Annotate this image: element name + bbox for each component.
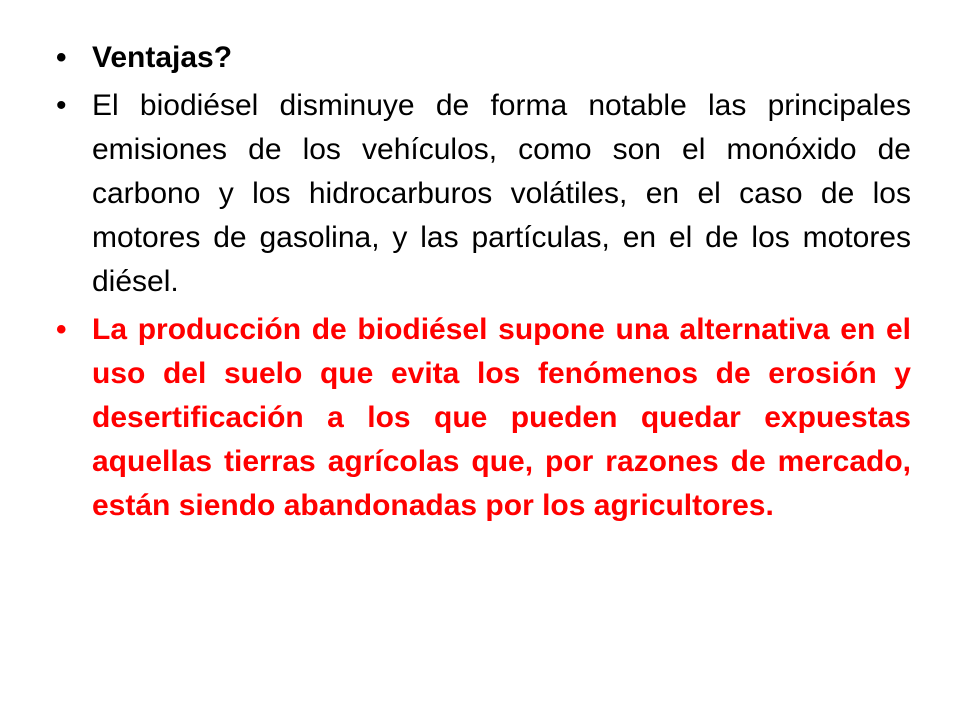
- bullet-emissions: [56, 84, 911, 304]
- bullet-land-use: [56, 308, 911, 528]
- emissions-text: El biodiésel disminuye de forma notable las principales emisiones de los vehículos, como son el monóxido de carbono y los hidrocarburos volátiles, en el caso de los motores de gasolina, y las partículas, en el de los motores diésel.: [92, 89, 911, 298]
- bullet-dot-icon: •: [56, 89, 67, 122]
- bullet-heading: [56, 36, 911, 80]
- bullet-dot-icon: •: [56, 313, 67, 346]
- land-use-text: La producción de biodiésel supone una alternativa en el uso del suelo que evita los fenómenos de erosión y desertificación a los que pueden quedar expuestas aquellas tierras agrícolas que, por razones de mercado, están siendo abandonadas por los agricultores.: [92, 313, 911, 522]
- heading-text: Ventajas?: [92, 41, 233, 74]
- bullet-list: [56, 36, 911, 532]
- bullet-dot-icon: •: [56, 41, 67, 74]
